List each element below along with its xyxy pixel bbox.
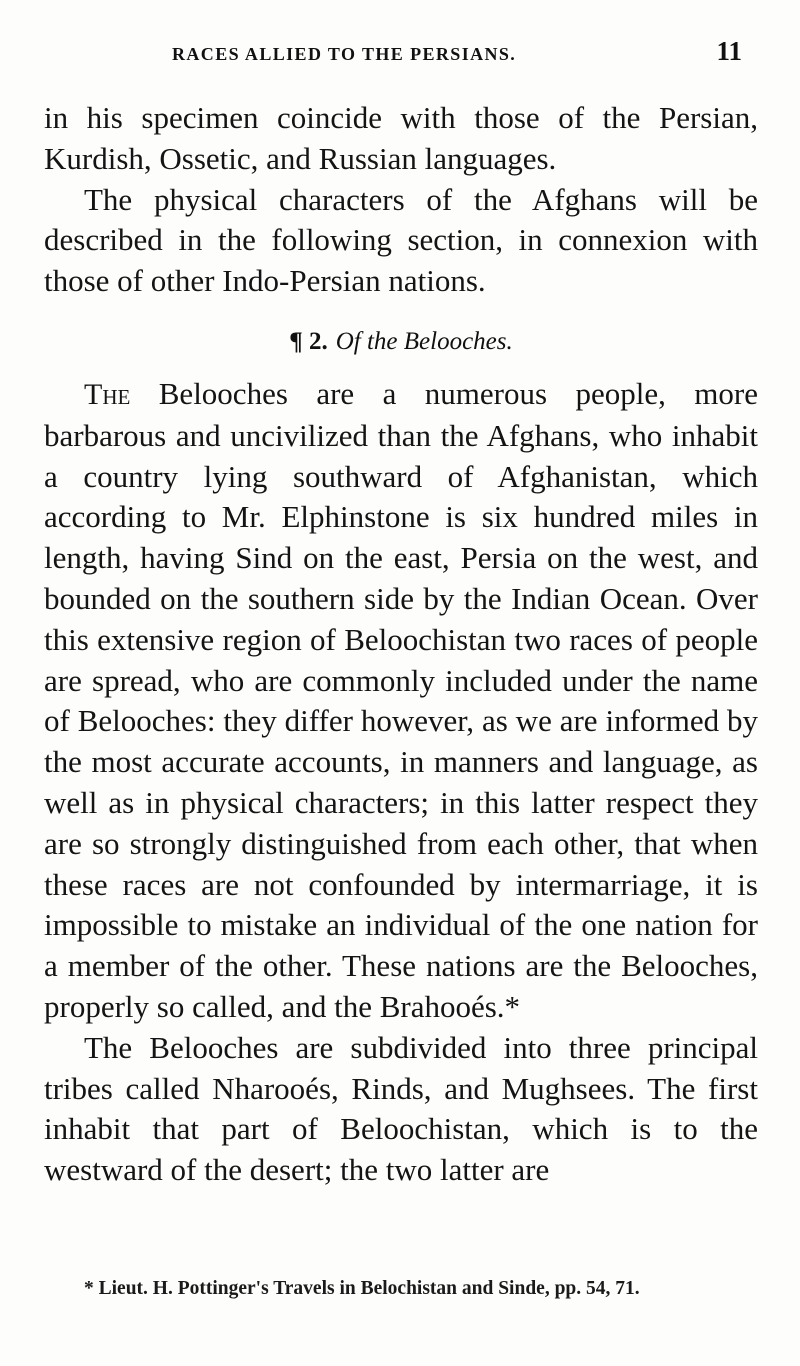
continuation-paragraph: in his specimen coincide with those of the Persian, Kurdish, Ossetic, and Russian languages. [44, 100, 758, 176]
paragraph-physical-characters: The physical characters of the Afghans will be described in the following section, in connexion with those of other Indo-Persian nations. [44, 181, 758, 299]
paragraph-belooches-text: Belooches are a numerous people, more barbarous and uncivilized than the Afghans, who inhabit a country lying southward of Afghanistan, which according to Mr. Elphinstone is six hundred miles in length, having Sind on the east, Persia on the west, and bounded on the southern side by the Indian Ocean. Over this extensive region of Beloochistan two races of people are spread, who are commonly included under the name of Belooches: they differ however, as we are informed by the most accurate accounts, in manners and language, as well as in physical characters; in this latter respect they are so strongly distinguished from each other, that when these races are not confounded by intermarriage, it is impossible to mistake an individual of the one nation for a member of the other. These nations are the Belooches, properly so called, and the Brahooés.* [44, 376, 758, 1024]
text-block-main [44, 374, 758, 1191]
section-number: ¶ 2. [289, 328, 328, 355]
paragraph-belooches [44, 374, 758, 1028]
section-heading [44, 328, 758, 356]
footnote: * Lieut. H. Pottinger's Travels in Belochistan and Sinde, pp. 54, 71. [84, 1278, 640, 1299]
section-title: Of the Belooches. [335, 328, 513, 355]
footnote-area [44, 1272, 758, 1306]
paragraph-lead-word: The [84, 378, 131, 411]
text-block-top [44, 98, 758, 302]
paragraph-tribes: The Belooches are subdivided into three principal tribes called Nharooés, Rinds, and Mughsees. The first inhabit that part of Beloochistan, which is to the westward of the desert; the two latter are [44, 1029, 758, 1188]
running-title: RACES ALLIED TO THE PERSIANS. [172, 44, 517, 64]
page-number: 11 [716, 36, 742, 66]
running-head [40, 36, 760, 76]
